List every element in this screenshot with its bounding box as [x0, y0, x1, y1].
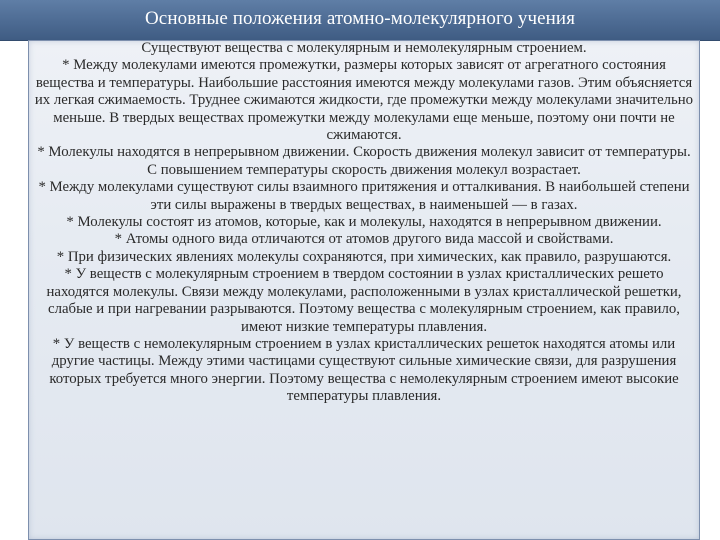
- paragraph-nonmolecular: * У веществ с немолекулярным строением в узлах кристаллических решеток находятся атомы или другие частицы. Между этими частицами существуют сильные химические связи, для разрушения которых требуется много энергии. Поэтому вещества с немолекулярным строением имеют высокие температуры плавления.: [49, 335, 679, 405]
- title-bar: [0, 0, 720, 41]
- content-text: [34, 40, 694, 540]
- slide-title: Основные положения атомно-молекулярного учения: [144, 8, 576, 29]
- paragraph-atoms: * Молекулы состоят из атомов, которые, как и молекулы, находятся в непрерывном движении.: [66, 214, 662, 231]
- paragraph-motion: * Молекулы находятся в непрерывном движении. Скорость движения молекул зависит от температуры. С повышением температуры скорость движения молекул возрастает.: [37, 144, 691, 178]
- paragraph-phenomena: * При физических явлениях молекулы сохраняются, при химических, как правило, разрушаются.: [56, 248, 672, 265]
- paragraph-gaps: * Между молекулами имеются промежутки, размеры которых зависят от агрегатного состояния вещества и температуры. Наибольшие расстояния имеются между молекулами газов. Этим объясняется их легкая сжимаемость. Труднее сжимаются жидкости, где промежутки между молекулами значительно меньше. В твердых веществах промежутки между молекулами еще меньше, поэтому они почти не сжимаются.: [34, 57, 694, 144]
- paragraph-molecular: * У веществ с молекулярным строением в твердом состоянии в узлах кристаллических решето находятся молекулы. Связи между молекулами, расположенными в узлах кристаллической решетки, слабые и при нагревании разрываются. Поэтому вещества с молекулярным строением, как правило, имеют низкие температуры плавления.: [46, 266, 682, 335]
- paragraph-atom-kinds: * Атомы одного вида отличаются от атомов другого вида массой и свойствами.: [114, 231, 614, 248]
- paragraph-forces: * Между молекулами существуют силы взаимного притяжения и отталкивания. В наибольшей степени эти силы выражены в твердых веществах, в наименьшей — в газах.: [38, 179, 690, 213]
- paragraph-intro: Существуют вещества с молекулярным и немолекулярным строением.: [141, 40, 587, 56]
